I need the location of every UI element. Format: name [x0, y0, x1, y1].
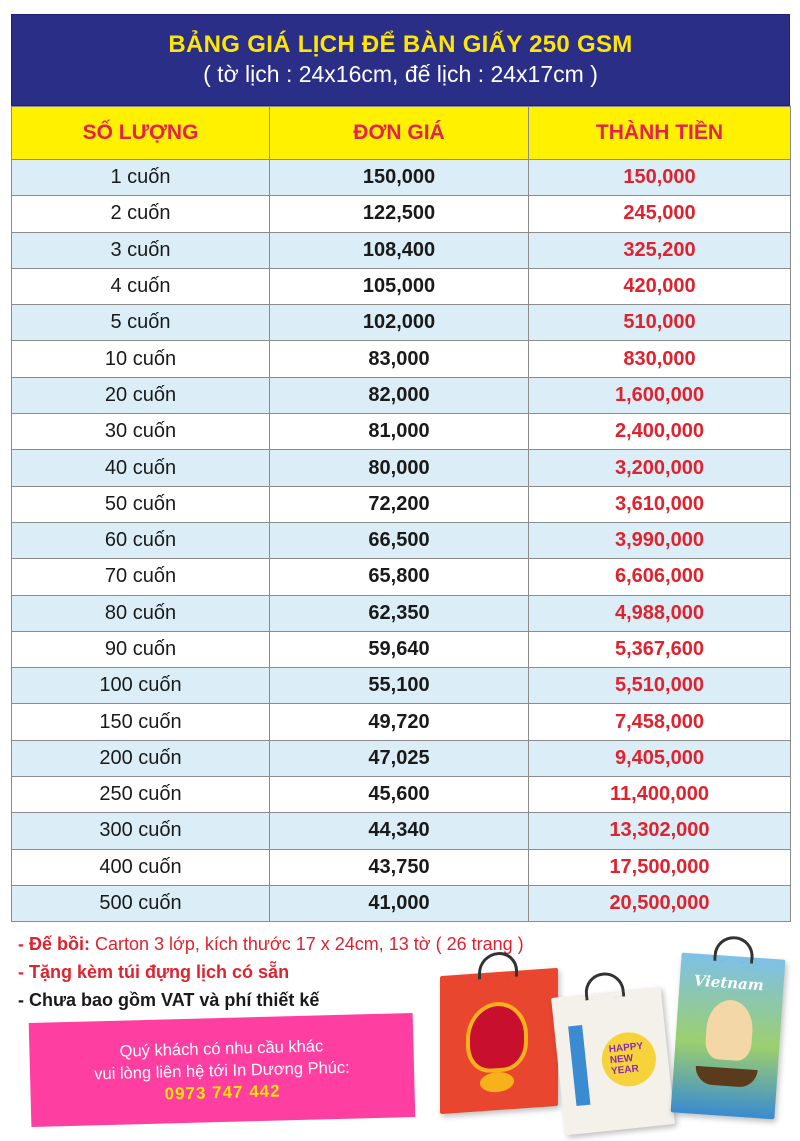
white-gift-bag	[551, 987, 675, 1136]
note-vat: - Chưa bao gồm VAT và phí thiết kế	[18, 990, 320, 1010]
cell-unit-price: 81,000	[270, 414, 529, 450]
table-row	[12, 522, 791, 558]
table-row	[12, 305, 791, 341]
table-row	[12, 595, 791, 631]
cell-unit-price: 62,350	[270, 595, 529, 631]
table-row	[12, 813, 791, 849]
note-free-bag: - Tặng kèm túi đựng lịch có sẵn	[18, 962, 290, 982]
red-gift-bag	[440, 968, 558, 1114]
table-row	[12, 668, 791, 704]
table-row	[12, 740, 791, 776]
table-row	[12, 268, 791, 304]
price-table	[11, 106, 791, 922]
lantern-illustration	[568, 1025, 590, 1106]
cell-quantity: 30 cuốn	[12, 414, 270, 450]
cell-total: 2,400,000	[529, 414, 791, 450]
cell-quantity: 150 cuốn	[12, 704, 270, 740]
cell-total: 11,400,000	[529, 777, 791, 813]
note-backing-label: - Đế bồi:	[18, 934, 90, 954]
cell-total: 3,200,000	[529, 450, 791, 486]
white-bag-text: HAPPY NEW YEAR	[608, 1040, 644, 1078]
cell-quantity: 90 cuốn	[12, 631, 270, 667]
table-row	[12, 341, 791, 377]
cell-quantity: 5 cuốn	[12, 305, 270, 341]
cell-unit-price: 108,400	[270, 232, 529, 268]
girl-illustration	[704, 999, 754, 1062]
cell-quantity: 10 cuốn	[12, 341, 270, 377]
page-title: BẢNG GIÁ LỊCH ĐỂ BÀN GIẤY 250 GSM	[168, 31, 633, 58]
column-header-quantity: SỐ LƯỢNG	[12, 107, 270, 160]
table-row	[12, 631, 791, 667]
cell-total: 6,606,000	[529, 559, 791, 595]
cell-unit-price: 102,000	[270, 305, 529, 341]
table-row	[12, 704, 791, 740]
cell-unit-price: 55,100	[270, 668, 529, 704]
cell-quantity: 50 cuốn	[12, 486, 270, 522]
table-row	[12, 414, 791, 450]
cell-total: 245,000	[529, 196, 791, 232]
cell-quantity: 4 cuốn	[12, 268, 270, 304]
cell-unit-price: 105,000	[270, 268, 529, 304]
cell-total: 325,200	[529, 232, 791, 268]
cell-unit-price: 41,000	[270, 885, 529, 921]
table-row	[12, 885, 791, 921]
gift-bags-image	[440, 948, 790, 1133]
column-header-unit-price: ĐƠN GIÁ	[270, 107, 529, 160]
blue-gift-bag	[671, 953, 786, 1120]
cell-quantity: 1 cuốn	[12, 160, 270, 196]
table-row	[12, 559, 791, 595]
page-subtitle: ( tờ lịch : 24x16cm, đế lịch : 24x17cm )	[203, 61, 598, 87]
cell-unit-price: 45,600	[270, 777, 529, 813]
cell-total: 1,600,000	[529, 377, 791, 413]
price-table-header	[11, 14, 790, 106]
cell-unit-price: 49,720	[270, 704, 529, 740]
cell-total: 5,367,600	[529, 631, 791, 667]
table-body	[12, 160, 791, 922]
cell-quantity: 20 cuốn	[12, 377, 270, 413]
cell-quantity: 300 cuốn	[12, 813, 270, 849]
cell-unit-price: 72,200	[270, 486, 529, 522]
cell-total: 420,000	[529, 268, 791, 304]
contact-line-1: Quý khách có nhu cầu khác	[119, 1037, 324, 1061]
cell-total: 13,302,000	[529, 813, 791, 849]
cell-quantity: 70 cuốn	[12, 559, 270, 595]
cell-quantity: 60 cuốn	[12, 522, 270, 558]
cell-quantity: 80 cuốn	[12, 595, 270, 631]
cell-quantity: 200 cuốn	[12, 740, 270, 776]
cell-unit-price: 82,000	[270, 377, 529, 413]
cell-unit-price: 43,750	[270, 849, 529, 885]
table-row	[12, 849, 791, 885]
cell-quantity: 2 cuốn	[12, 196, 270, 232]
cell-total: 3,610,000	[529, 486, 791, 522]
table-row	[12, 160, 791, 196]
note-backing-text: Carton 3 lớp, kích thước 17 x 24cm, 13 tờ ( 26 trang )	[90, 934, 524, 954]
cell-unit-price: 44,340	[270, 813, 529, 849]
cell-total: 4,988,000	[529, 595, 791, 631]
column-header-total: THÀNH TIỀN	[529, 107, 791, 160]
cell-total: 5,510,000	[529, 668, 791, 704]
bag-handle	[713, 935, 755, 964]
cell-quantity: 40 cuốn	[12, 450, 270, 486]
bag-handle	[478, 951, 518, 980]
contact-box	[29, 1013, 416, 1127]
cell-unit-price: 66,500	[270, 522, 529, 558]
cell-total: 17,500,000	[529, 849, 791, 885]
table-row	[12, 196, 791, 232]
blue-bag-text: Vietnam	[693, 971, 765, 995]
table-header-row	[12, 107, 791, 160]
cell-quantity: 3 cuốn	[12, 232, 270, 268]
cell-unit-price: 122,500	[270, 196, 529, 232]
god-of-wealth-illustration	[466, 1000, 528, 1074]
cell-quantity: 400 cuốn	[12, 849, 270, 885]
cell-unit-price: 150,000	[270, 160, 529, 196]
cell-unit-price: 47,025	[270, 740, 529, 776]
cell-total: 9,405,000	[529, 740, 791, 776]
cell-quantity: 500 cuốn	[12, 885, 270, 921]
cell-total: 830,000	[529, 341, 791, 377]
cell-total: 150,000	[529, 160, 791, 196]
cell-total: 7,458,000	[529, 704, 791, 740]
table-row	[12, 777, 791, 813]
cell-unit-price: 80,000	[270, 450, 529, 486]
table-row	[12, 486, 791, 522]
table-row	[12, 377, 791, 413]
cell-unit-price: 65,800	[270, 559, 529, 595]
table-row	[12, 450, 791, 486]
contact-phone[interactable]: 0973 747 442	[164, 1081, 281, 1104]
cell-total: 3,990,000	[529, 522, 791, 558]
boat-illustration	[695, 1066, 758, 1088]
bag-handle	[583, 971, 625, 1001]
cell-total: 20,500,000	[529, 885, 791, 921]
gold-ingot-illustration	[480, 1071, 514, 1093]
cell-unit-price: 59,640	[270, 631, 529, 667]
cell-quantity: 250 cuốn	[12, 777, 270, 813]
cell-quantity: 100 cuốn	[12, 668, 270, 704]
table-row	[12, 232, 791, 268]
cell-total: 510,000	[529, 305, 791, 341]
contact-line-2: vui lòng liên hệ tới In Dương Phúc:	[94, 1058, 350, 1084]
cell-unit-price: 83,000	[270, 341, 529, 377]
